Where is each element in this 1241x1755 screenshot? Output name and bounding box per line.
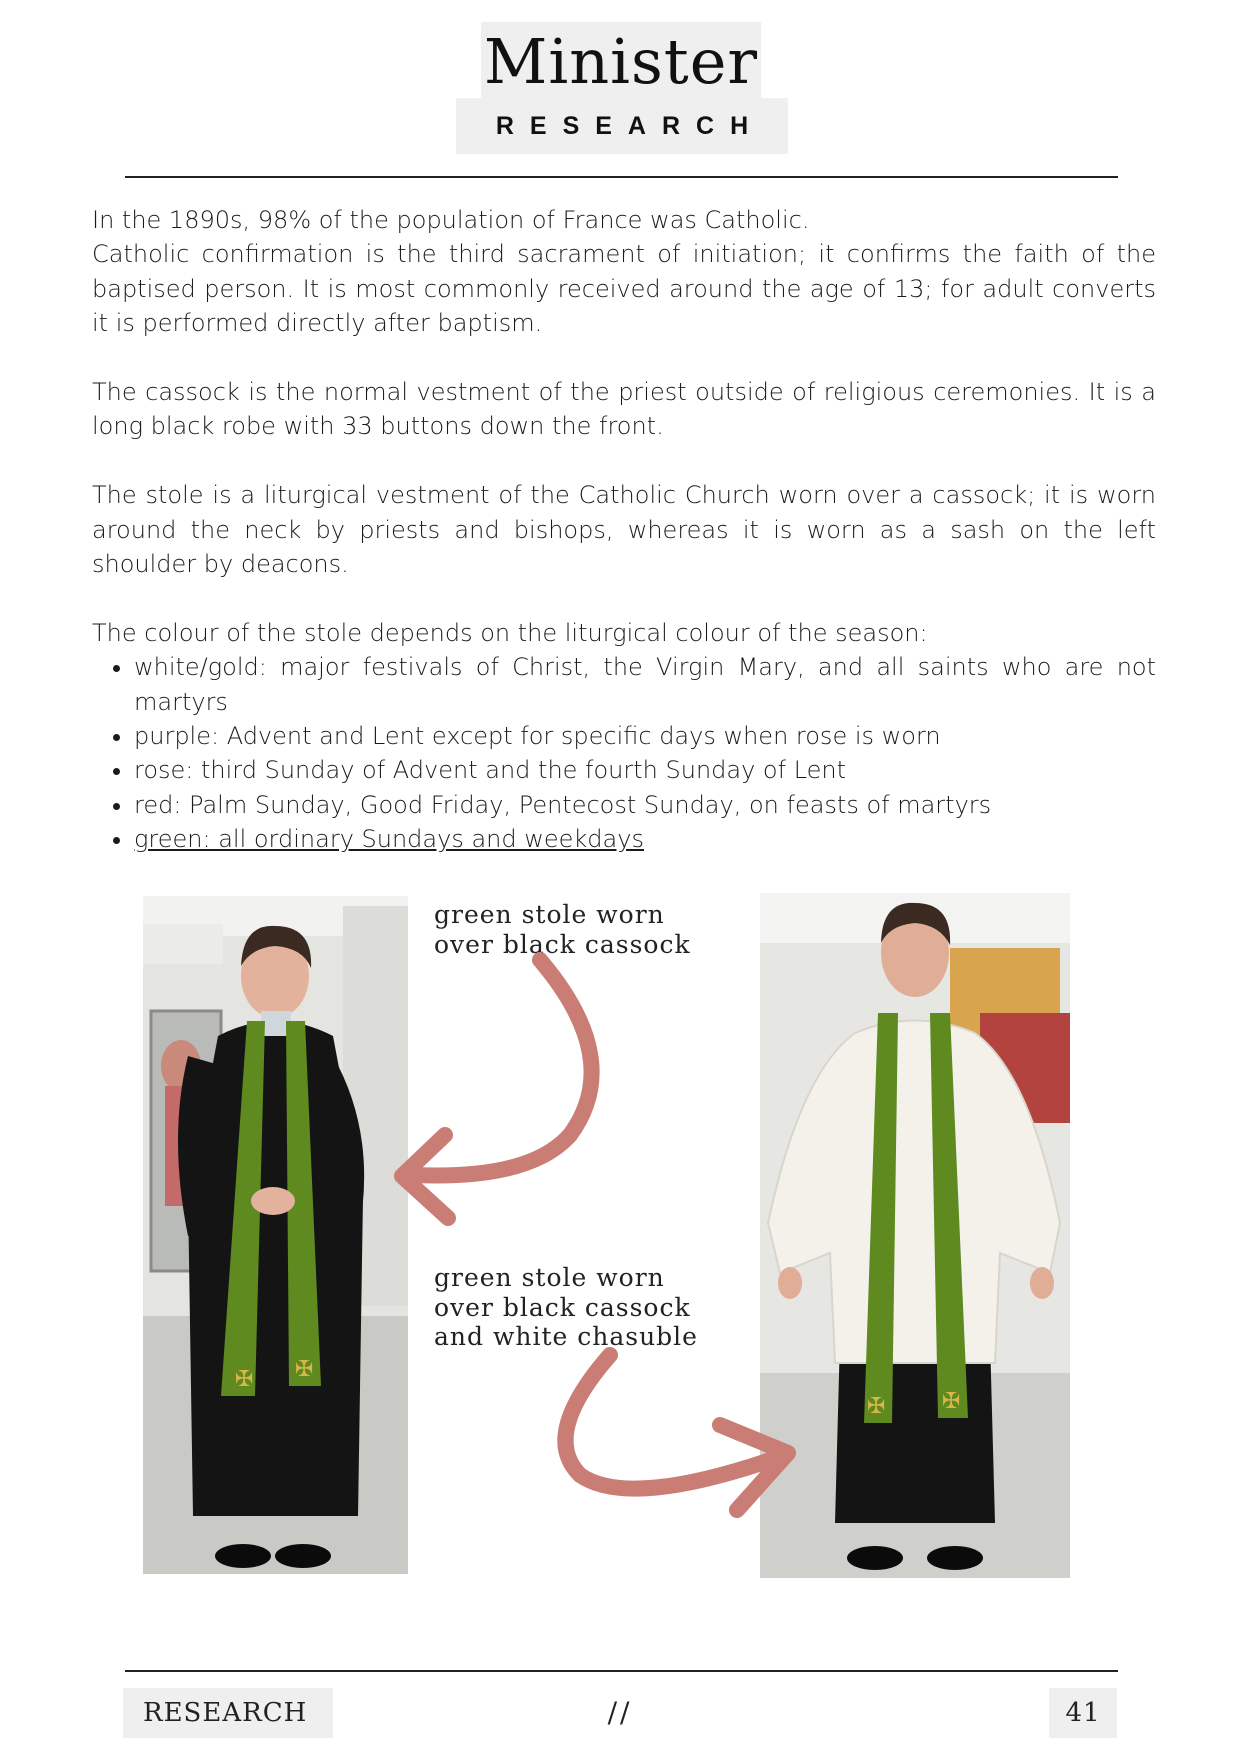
- caption-line: over black cassock: [434, 929, 691, 959]
- curved-arrow-right-icon: [550, 1345, 810, 1535]
- list-item: • red: Palm Sunday, Good Friday, Pentecost Sunday, on feasts of martyrs: [134, 788, 1156, 822]
- list-item: • rose: third Sunday of Advent and the fourth Sunday of Lent: [134, 753, 1156, 787]
- body-text: [92, 203, 1156, 857]
- subtitle-box: [456, 98, 788, 154]
- page-subtitle: RESEARCH: [495, 112, 765, 140]
- list-item: • purple: Advent and Lent except for specific days when rose is worn: [134, 719, 1156, 753]
- svg-text:✠: ✠: [235, 1367, 254, 1392]
- header-divider: [125, 176, 1118, 178]
- paragraph-france-catholic: In the 1890s, 98% of the population of France was Catholic.: [92, 206, 810, 234]
- footer-section-label: RESEARCH: [123, 1688, 333, 1738]
- paragraph-cassock: The cassock is the normal vestment of the priest outside of religious ceremonies. It is a long black robe with 33 buttons down the front.: [92, 378, 1156, 441]
- photo-stole-over-cassock: [143, 896, 408, 1574]
- caption-line: green stole worn: [434, 900, 665, 929]
- caption-line: and white chasuble: [434, 1322, 698, 1351]
- paragraph-stole: The stole is a liturgical vestment of the Catholic Church worn over a cassock; it is worn around the neck by priests and bishops, whereas it is worn as a sash on the left shoulder by deacons.: [92, 481, 1156, 579]
- footer-separator: //: [607, 1696, 633, 1729]
- footer-divider: [125, 1670, 1118, 1672]
- stole-colour-list: [92, 650, 1156, 856]
- caption-chasuble: [434, 1263, 732, 1352]
- page-number: 41: [1049, 1688, 1117, 1738]
- caption-line: over black cassock: [434, 1292, 691, 1322]
- svg-text:✠: ✠: [942, 1389, 961, 1414]
- svg-text:✠: ✠: [295, 1357, 314, 1382]
- title-box: [481, 22, 761, 100]
- list-item: • white/gold: major festivals of Christ, the Virgin Mary, and all saints who are not martyrs: [134, 650, 1156, 719]
- curved-arrow-left-icon: [380, 950, 610, 1240]
- page-title: Minister: [483, 25, 759, 98]
- caption-line: green stole worn: [434, 1263, 665, 1292]
- paragraph-confirmation: Catholic confirmation is the third sacrament of initiation; it confirms the faith of the baptised person. It is most commonly received around the age of 13; for adult converts it is performed directly after baptism.: [92, 240, 1156, 338]
- svg-text:✠: ✠: [867, 1394, 886, 1419]
- paragraph-stole-colour: The colour of the stole depends on the liturgical colour of the season:: [92, 618, 928, 647]
- list-item: • green: all ordinary Sundays and weekdays: [134, 822, 1156, 856]
- photo-cassock-illustration: [143, 896, 408, 1574]
